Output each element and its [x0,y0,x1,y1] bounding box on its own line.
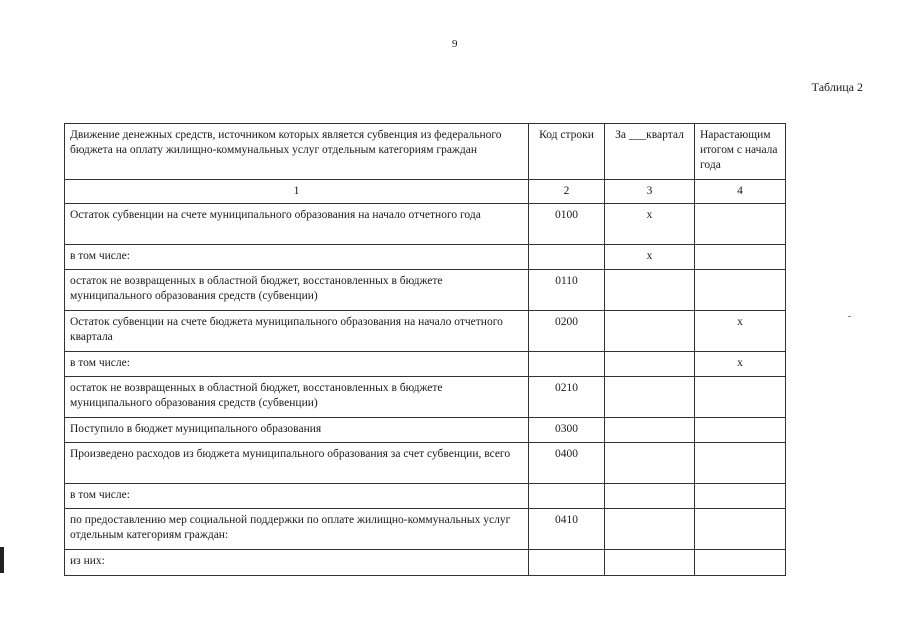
row-code: 0100 [529,204,605,245]
table-row [65,509,786,550]
row-cumulative-value [695,377,786,418]
row-code: 0110 [529,270,605,311]
row-cumulative-value [695,204,786,245]
row-cumulative-value: x [695,352,786,377]
row-quarter-value [605,443,695,484]
row-quarter-value [605,484,695,509]
row-label: остаток не возвращенных в областной бюджет, восстановленных в бюджете муниципального образования средств (субвенции) [65,270,529,311]
column-number: 2 [529,180,605,204]
row-code: 0410 [529,509,605,550]
row-cumulative-value [695,418,786,443]
table-row [65,204,786,245]
row-cumulative-value [695,443,786,484]
row-cumulative-value [695,509,786,550]
column-number: 1 [65,180,529,204]
row-code [529,352,605,377]
table-row [65,377,786,418]
row-label: из них: [65,550,529,576]
row-quarter-value: x [605,204,695,245]
row-label: остаток не возвращенных в областной бюджет, восстановленных в бюджете муниципального образования средств (субвенции) [65,377,529,418]
header-cumulative: Нарастающим итогом с начала года [695,124,786,180]
row-quarter-value [605,352,695,377]
table-row [65,418,786,443]
row-quarter-value: x [605,245,695,270]
row-label: в том числе: [65,245,529,270]
header-description: Движение денежных средств, источником которых является субвенция из федерального бюджета на оплату жилищно-коммунальных услуг отдельным категориям граждан [65,124,529,180]
column-number-row [65,180,786,204]
column-number: 3 [605,180,695,204]
row-cumulative-value [695,550,786,576]
row-quarter-value [605,418,695,443]
table-caption: Таблица 2 [811,80,863,94]
row-code [529,550,605,576]
row-label: в том числе: [65,484,529,509]
row-cumulative-value [695,270,786,311]
row-cumulative-value: x [695,311,786,352]
row-label: Произведено расходов из бюджета муниципального образования за счет субвенции, всего [65,443,529,484]
header-quarter: За ___квартал [605,124,695,180]
row-cumulative-value [695,245,786,270]
row-code: 0300 [529,418,605,443]
row-cumulative-value [695,484,786,509]
row-code: 0400 [529,443,605,484]
header-row-code: Код строки [529,124,605,180]
table-row [65,311,786,352]
table-row [65,352,786,377]
row-quarter-value [605,509,695,550]
report-table [64,123,786,576]
table-row [65,443,786,484]
row-label: Поступило в бюджет муниципального образования [65,418,529,443]
row-quarter-value [605,550,695,576]
row-quarter-value [605,270,695,311]
table-row [65,484,786,509]
row-label: Остаток субвенции на счете бюджета муниципального образования на начало отчетного квартала [65,311,529,352]
row-code [529,245,605,270]
row-code: 0200 [529,311,605,352]
row-label: Остаток субвенции на счете муниципального образования на начало отчетного года [65,204,529,245]
scan-edge-mark [0,547,4,573]
header-row [65,124,786,180]
row-label: в том числе: [65,352,529,377]
page-number: 9 [452,38,458,50]
row-label: по предоставлению мер социальной поддержки по оплате жилищно-коммунальных услуг отдельным категориям граждан: [65,509,529,550]
row-quarter-value [605,311,695,352]
table-row [65,245,786,270]
table-row [65,270,786,311]
row-quarter-value [605,377,695,418]
row-code [529,484,605,509]
row-code: 0210 [529,377,605,418]
scan-speck [848,316,851,317]
column-number: 4 [695,180,786,204]
table-row [65,550,786,576]
